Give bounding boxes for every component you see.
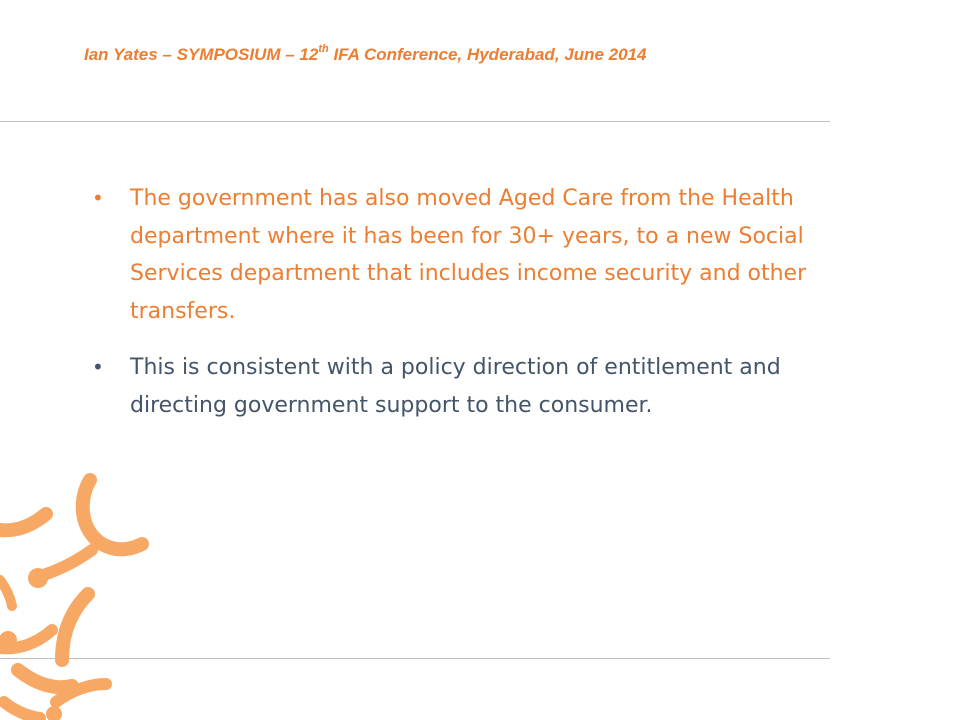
bullet-marker: • [92, 355, 104, 379]
bullet-item-policy-direction [92, 349, 832, 424]
header-title-suffix: IFA Conference, Hyderabad, June 2014 [328, 45, 647, 64]
bullet-text: The government has also moved Aged Care from the Health department where it has been for 30+ years, to a new Social Services department that includes income security and other transfers. [130, 186, 807, 324]
bullet-item-government-move [92, 180, 832, 330]
bullet-marker: • [92, 186, 104, 210]
slide-header-title [84, 44, 844, 66]
orange-arc-pattern-icon [0, 470, 170, 720]
header-title-prefix: Ian Yates – SYMPOSIUM – 12 [84, 45, 319, 64]
bullet-list [92, 180, 832, 443]
header-title-superscript: th [318, 43, 329, 56]
bullet-text: This is consistent with a policy direction of entitlement and directing government support to the consumer. [130, 355, 781, 418]
top-divider [0, 121, 830, 122]
